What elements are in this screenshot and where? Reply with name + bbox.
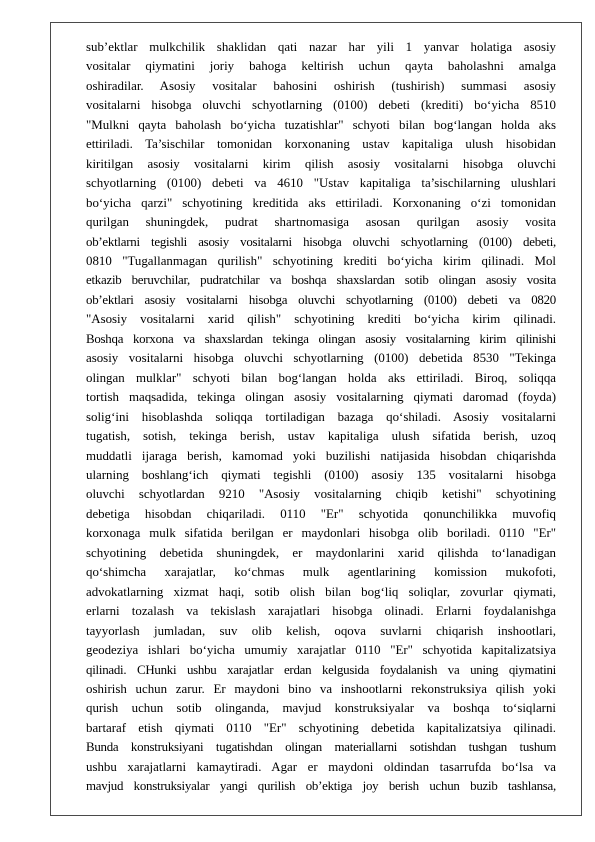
text-line: sub’ektlar mulkchilik shaklidan qati nazar har yili 1 yanvar holatiga asosiy bbox=[86, 40, 556, 54]
text-line: Bunda konstruksiyani tugatishdan olingan materiallarni sotishdan tushgan tushum bbox=[86, 740, 556, 755]
text-line: Boshqa korxona va shaxslardan tekinga olingan asosiy vositalarning kirim qilinishi bbox=[86, 331, 556, 346]
text-line: "Mulkni qayta baholash bo‘yicha tuzatishlar" schyoti bilan bog‘langan holda aks bbox=[86, 117, 556, 132]
document-body bbox=[86, 38, 556, 797]
text-line: kiritilgan asosiy vositalarni kirim qilish asosiy vositalarni hisobga oluvchi bbox=[86, 156, 556, 171]
text-line: oshirish uchun zarur. Er maydoni bino va inshootlarni rekonstruksiya qilish yoki bbox=[86, 681, 556, 696]
text-line: ushbu xarajatlarni kamaytiradi. Agar er maydoni oldindan tasarrufda bo‘lsa va bbox=[86, 759, 556, 774]
text-line: tugatish, sotish, tekinga berish, ustav kapitaliga ulush sifatida berish, uzoq bbox=[86, 429, 556, 444]
text-line: vositalar qiymatini joriy bahoga keltirish uchun qayta baholashni amalga bbox=[86, 59, 556, 74]
text-line: qilinadi. CHunki ushbu xarajatlar erdan kelgusida foydalanish va uning qiymatini bbox=[86, 662, 556, 677]
text-line: "Asosiy vositalarni xarid qilish" schyotining krediti bo‘yicha kirim qilinadi. bbox=[86, 312, 556, 327]
text-line: ettiriladi. Ta’sischilar tomonidan korxonaning ustav kapitaliga ulush hisobidan bbox=[86, 137, 556, 152]
text-line: bo‘yicha qarzi" schyotining kreditida aks ettiriladi. Korxonaning o‘zi tomonidan bbox=[86, 195, 556, 210]
text-line: tortish maqsadida, tekinga olingan asosiy vositalarning qiymati daromad (foyda) bbox=[86, 390, 556, 405]
text-line: solig‘ini hisoblashda soliqqa tortiladigan bazaga qo‘shiladi. Asosiy vositalarni bbox=[86, 409, 556, 424]
text-line: muddatli ijaraga berish, kamomad yoki buzilishi natijasida hisobdan chiqarishda bbox=[86, 448, 556, 463]
text-line: mavjud konstruksiyalar yangi qurilish ob’ektiga joy berish uchun buzib tashlansa, bbox=[86, 779, 556, 794]
text-line: etkazib beruvchilar, pudratchilar va boshqa shaxslardan sotib olingan asosiy vosita bbox=[86, 273, 556, 288]
text-line: korxonaga mulk sifatida berilgan er maydonlari hisobga olib boriladi. 0110 "Er" bbox=[86, 526, 556, 541]
text-line: qurish uchun sotib olinganda, mavjud konstruksiyalar va boshqa to‘siqlarni bbox=[86, 701, 556, 716]
text-line: qo‘shimcha xarajatlar, ko‘chmas mulk agentlarining komission mukofoti, bbox=[86, 565, 556, 580]
text-line: ularning boshlang‘ich qiymati tegishli (0100) asosiy 135 vositalarni hisobga bbox=[86, 467, 556, 482]
text-line: bartaraf etish qiymati 0110 "Er" schyotining debetida kapitalizatsiya qilinadi. bbox=[86, 720, 556, 735]
text-line: schyotining debetida shuningdek, er maydonlarini xarid qilishda to‘lanadigan bbox=[86, 545, 556, 560]
text-line: schyotlarning (0100) debeti va 4610 "Ustav kapitaliga ta’sischilarning ulushlari bbox=[86, 176, 556, 191]
text-line: debetiga hisobdan chiqariladi. 0110 "Er" schyotida qonunchilikka muvofiq bbox=[86, 506, 556, 521]
text-line: advokatlarning xizmat haqi, sotib olish bilan bog‘liq soliqlar, zovurlar qiymati, bbox=[86, 584, 556, 599]
text-line: ob’ektlarni tegishli asosiy vositalarni hisobga oluvchi schyotlarning (0100) debeti, bbox=[86, 234, 556, 249]
text-line: qurilgan shuningdek, pudrat shartnomasiga asosan qurilgan asosiy vosita bbox=[86, 215, 556, 230]
text-line: vositalarni hisobga oluvchi schyotlarning (0100) debeti (krediti) bo‘yicha 8510 bbox=[86, 98, 556, 113]
text-line: tayyorlash jumladan, suv olib kelish, oqova suvlarni chiqarish inshootlari, bbox=[86, 623, 556, 638]
text-line: 0810 "Tugallanmagan qurilish" schyotining krediti bo‘yicha kirim qilinadi. Mol bbox=[86, 253, 556, 268]
text-line: olingan mulklar" schyoti bilan bog‘langan holda aks ettiriladi. Biroq, soliqqa bbox=[86, 370, 556, 385]
text-line: oshiradilar. Asosiy vositalar bahosini oshirish (tushirish) summasi asosiy bbox=[86, 78, 556, 93]
text-line: ob’ektlari asosiy vositalarni hisobga oluvchi schyotlarning (0100) debeti va 0820 bbox=[86, 292, 556, 307]
text-line: asosiy vositalarni hisobga oluvchi schyotlarning (0100) debetida 8530 "Tekinga bbox=[86, 351, 556, 366]
text-line: erlarni tozalash va tekislash xarajatlari hisobga olinadi. Erlarni foydalanishga bbox=[86, 604, 556, 619]
text-line: geodeziya ishlari bo‘yicha umumiy xarajatlar 0110 "Er" schyotida kapitalizatsiya bbox=[86, 643, 556, 658]
text-line: oluvchi schyotlardan 9210 "Asosiy vositalarning chiqib ketishi" schyotining bbox=[86, 487, 556, 502]
